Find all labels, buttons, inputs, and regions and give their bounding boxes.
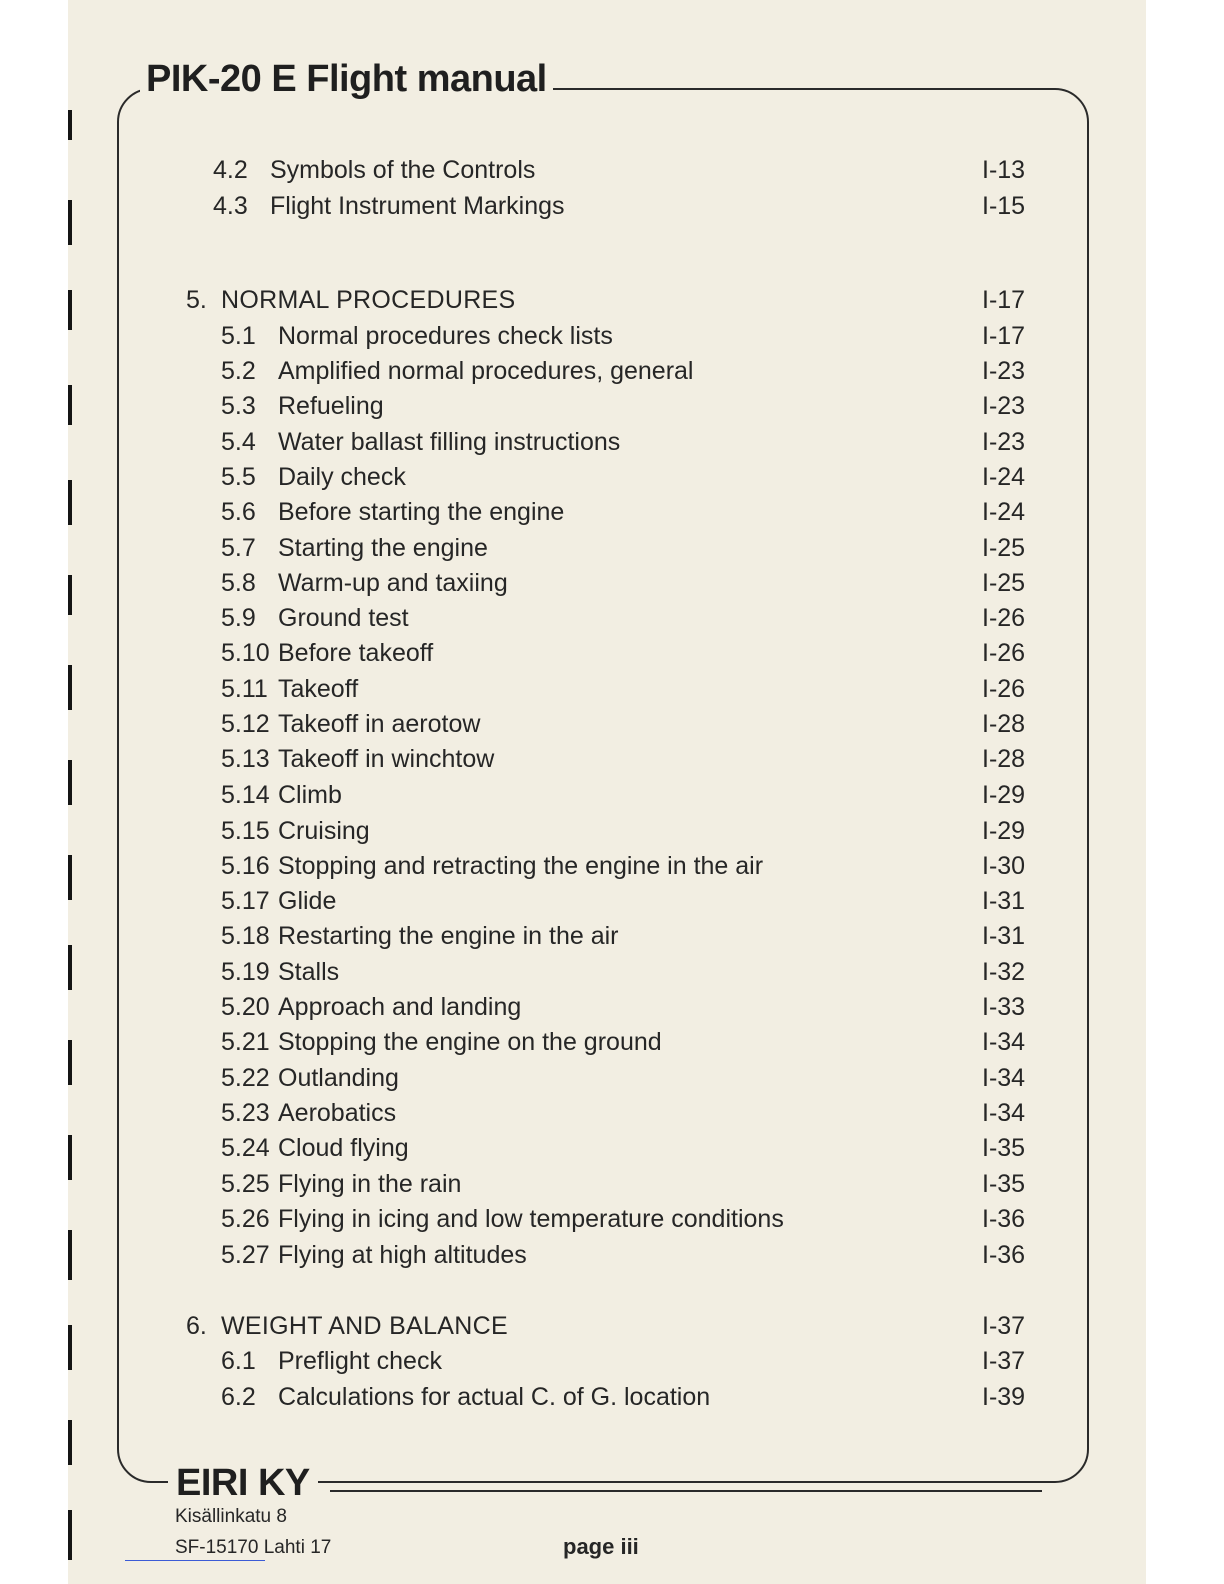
entry-number: 5.11 [221,675,268,703]
entry-number: 6.1 [221,1347,256,1375]
toc-entry [0,1379,1224,1415]
entry-title: Flying at high altitudes [278,1241,527,1269]
manual-title: PIK-20 E Flight manual [140,58,553,101]
entry-page-ref: I-35 [982,1134,1026,1162]
company-name: EIRI KY [168,1462,318,1505]
entry-number: 6.2 [221,1383,256,1411]
entry-page-ref: I-30 [982,852,1026,880]
entry-page-ref: I-17 [982,286,1026,314]
entry-page-ref: I-29 [982,781,1026,809]
entry-page-ref: I-25 [982,534,1026,562]
toc-entry [0,918,1224,954]
entry-number: 5.3 [221,392,256,420]
entry-title: Normal procedures check lists [278,322,613,350]
toc-entry [0,530,1224,566]
entry-page-ref: I-34 [982,1028,1026,1056]
entry-number: 5.24 [221,1134,270,1162]
entry-number: 5.21 [221,1028,270,1056]
entry-title: Approach and landing [278,993,522,1021]
entry-page-ref: I-23 [982,357,1026,385]
toc-entry [0,152,1224,188]
entry-page-ref: I-15 [982,192,1026,220]
entry-title: Daily check [278,463,406,491]
entry-number: 5.13 [221,745,270,773]
entry-title: Flying in the rain [278,1170,462,1198]
entry-number: 5.14 [221,781,270,809]
entry-page-ref: I-34 [982,1099,1026,1127]
entry-title: NORMAL PROCEDURES [221,286,516,314]
entry-page-ref: I-28 [982,710,1026,738]
entry-title: Refueling [278,392,384,420]
entry-number: 5.15 [221,817,270,845]
link-underline [125,1560,265,1561]
toc-entry [0,1343,1224,1379]
entry-title: Outlanding [278,1064,399,1092]
entry-page-ref: I-28 [982,745,1026,773]
toc-entry [0,188,1224,224]
entry-number: 5.27 [221,1241,270,1269]
entry-number: 5.10 [221,639,270,667]
toc-entry [0,565,1224,601]
entry-page-ref: I-37 [982,1312,1026,1340]
entry-title: Flight Instrument Markings [270,192,565,220]
entry-title: Stalls [278,958,340,986]
entry-page-ref: I-23 [982,428,1026,456]
entry-title: Cruising [278,817,370,845]
entry-number: 5.7 [221,534,256,562]
entry-title: Stopping and retracting the engine in the air [278,852,764,880]
entry-number: 5.16 [221,852,270,880]
toc-entry [0,388,1224,424]
entry-title: Symbols of the Controls [270,156,536,184]
toc-entry [0,741,1224,777]
entry-title: Preflight check [278,1347,442,1375]
entry-title: WEIGHT AND BALANCE [221,1312,508,1340]
toc-entry [0,671,1224,707]
toc-section-entry [0,282,1224,318]
entry-number: 5.9 [221,604,256,632]
binding-mark [68,1510,72,1560]
entry-title: Stopping the engine on the ground [278,1028,662,1056]
footer-rule [330,1490,1042,1492]
entry-title: Takeoff [278,675,359,703]
entry-page-ref: I-37 [982,1347,1026,1375]
entry-page-ref: I-26 [982,604,1026,632]
address-city: SF-15170 Lahti 17 [175,1537,332,1558]
toc-section-entry [0,1308,1224,1344]
toc-entry [0,954,1224,990]
entry-title: Amplified normal procedures, general [278,357,694,385]
entry-number: 5.12 [221,710,270,738]
entry-page-ref: I-17 [982,322,1026,350]
entry-title: Starting the engine [278,534,488,562]
entry-number: 5.4 [221,428,256,456]
entry-number: 5.19 [221,958,270,986]
entry-number: 5.5 [221,463,256,491]
entry-page-ref: I-23 [982,392,1026,420]
entry-title: Before starting the engine [278,498,565,526]
entry-title: Climb [278,781,342,809]
entry-page-ref: I-31 [982,887,1026,915]
toc-entry [0,777,1224,813]
toc-entry [0,494,1224,530]
entry-title: Glide [278,887,337,915]
toc-entry [0,424,1224,460]
page-number: page iii [563,1534,639,1559]
entry-number: 5.17 [221,887,270,915]
entry-page-ref: I-36 [982,1205,1026,1233]
entry-number: 4.3 [213,192,248,220]
entry-title: Cloud flying [278,1134,409,1162]
toc-entry [0,1095,1224,1131]
toc-entry [0,635,1224,671]
entry-number: 6. [186,1312,207,1340]
toc-entry [0,706,1224,742]
entry-number: 5.20 [221,993,270,1021]
toc-entry [0,1060,1224,1096]
binding-mark [68,1420,72,1465]
toc-entry [0,989,1224,1025]
toc-entry [0,353,1224,389]
entry-title: Before takeoff [278,639,434,667]
toc-entry [0,883,1224,919]
entry-title: Takeoff in winchtow [278,745,495,773]
entry-number: 4.2 [213,156,248,184]
entry-title: Warm-up and taxiing [278,569,508,597]
entry-title: Flying in icing and low temperature conditions [278,1205,784,1233]
toc-entry [0,318,1224,354]
toc-entry [0,1024,1224,1060]
entry-page-ref: I-33 [982,993,1026,1021]
entry-number: 5.23 [221,1099,270,1127]
entry-title: Aerobatics [278,1099,397,1127]
toc-entry [0,1130,1224,1166]
entry-page-ref: I-39 [982,1383,1026,1411]
entry-number: 5.25 [221,1170,270,1198]
entry-number: 5.8 [221,569,256,597]
entry-page-ref: I-29 [982,817,1026,845]
entry-page-ref: I-35 [982,1170,1026,1198]
toc-entry [0,848,1224,884]
entry-title: Ground test [278,604,409,632]
entry-page-ref: I-26 [982,639,1026,667]
entry-page-ref: I-34 [982,1064,1026,1092]
entry-number: 5.2 [221,357,256,385]
entry-number: 5. [186,286,207,314]
entry-page-ref: I-25 [982,569,1026,597]
entry-page-ref: I-36 [982,1241,1026,1269]
toc-entry [0,600,1224,636]
address-street: Kisällinkatu 8 [175,1506,287,1527]
toc-entry [0,1237,1224,1273]
entry-number: 5.18 [221,922,270,950]
entry-page-ref: I-31 [982,922,1026,950]
toc-entry [0,813,1224,849]
toc-entry [0,1201,1224,1237]
entry-page-ref: I-32 [982,958,1026,986]
entry-page-ref: I-26 [982,675,1026,703]
entry-number: 5.26 [221,1205,270,1233]
entry-page-ref: I-24 [982,498,1026,526]
entry-number: 5.22 [221,1064,270,1092]
toc-entry [0,1166,1224,1202]
entry-title: Water ballast filling instructions [278,428,621,456]
entry-title: Takeoff in aerotow [278,710,481,738]
entry-number: 5.6 [221,498,256,526]
entry-title: Calculations for actual C. of G. location [278,1383,711,1411]
entry-number: 5.1 [221,322,256,350]
entry-page-ref: I-24 [982,463,1026,491]
toc-entry [0,459,1224,495]
entry-title: Restarting the engine in the air [278,922,619,950]
entry-page-ref: I-13 [982,156,1026,184]
binding-mark [68,110,72,140]
